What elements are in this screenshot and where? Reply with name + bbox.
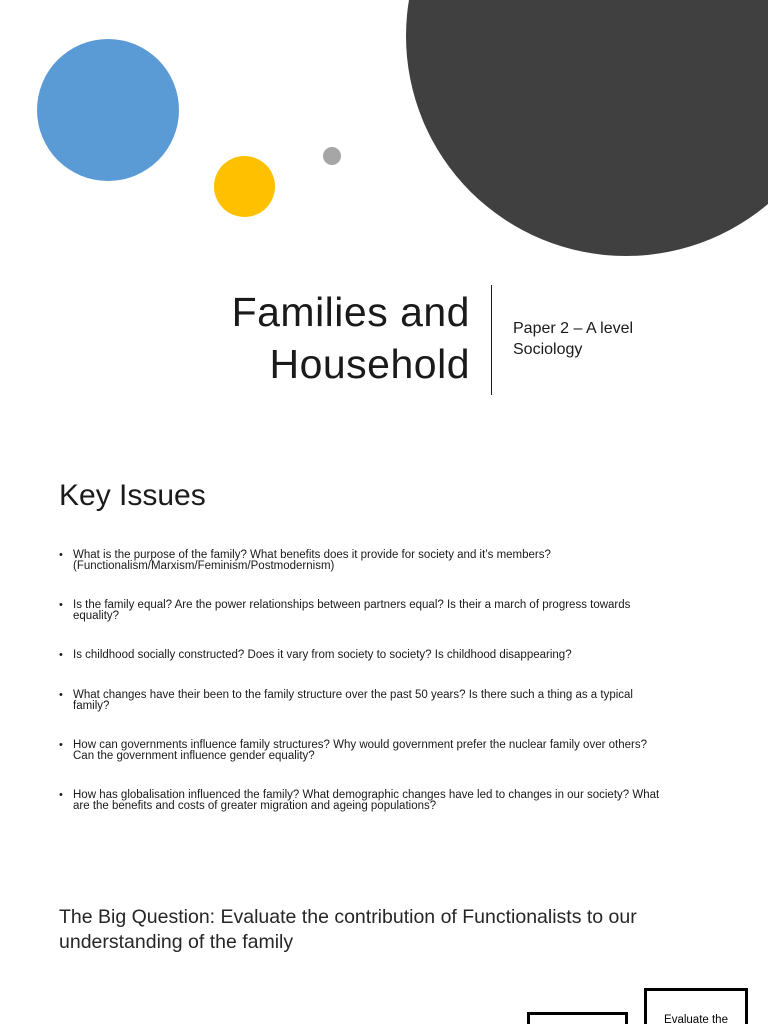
key-issues-list <box>59 550 719 840</box>
issue-line: family? <box>73 700 110 712</box>
issue-line: How has globalisation influenced the family? What demographic changes have led to changes in our society? What <box>73 789 660 801</box>
list-item <box>59 790 719 812</box>
title-slide <box>0 0 768 432</box>
key-issues-slide <box>0 432 768 864</box>
bullet-dot-icon: • <box>59 789 63 801</box>
grey-dot-decoration <box>323 147 341 165</box>
issue-line: What is the purpose of the family? What benefits does it provide for society and it’s members? <box>73 549 551 561</box>
issue-line: Is the family equal? Are the power relationships between partners equal? Is their a march of progress towards <box>73 599 631 611</box>
key-issues-heading: Key Issues <box>59 479 206 512</box>
bullet-dot-icon: • <box>59 739 63 751</box>
dark-circle-decoration <box>406 0 768 256</box>
list-item <box>59 550 719 572</box>
issue-line: equality? <box>73 610 120 622</box>
main-title <box>232 286 470 390</box>
bullet-dot-icon: • <box>59 649 63 661</box>
list-item <box>59 740 719 762</box>
big-question-text: The Big Question: Evaluate the contribution of Functionalists to our understanding of the family <box>59 906 637 953</box>
issue-line: What changes have their been to the family structure over the past 50 years? Is there such a thing as a typical <box>73 689 633 701</box>
issue-line: are the benefits and costs of greater migration and ageing populations? <box>73 800 437 812</box>
diagram-box-evaluate: Evaluate the <box>644 988 748 1024</box>
blue-circle-decoration <box>37 39 179 181</box>
issue-line: (Functionalism/Marxism/Feminism/Postmodernism) <box>73 560 335 572</box>
title-divider <box>491 285 492 395</box>
issue-line: Can the government influence gender equality? <box>73 750 315 762</box>
subtitle-line: Sociology <box>513 341 583 358</box>
subtitle-line: Paper 2 – A level <box>513 320 634 337</box>
list-item <box>59 650 719 661</box>
gold-circle-decoration <box>214 156 275 217</box>
list-item <box>59 600 719 622</box>
bullet-dot-icon: • <box>59 549 63 561</box>
issue-line: How can governments influence family structures? Why would government prefer the nuclear family over others? <box>73 739 647 751</box>
issue-line: Is childhood socially constructed? Does it vary from society to society? Is childhood disappearing? <box>73 649 572 661</box>
bullet-dot-icon: • <box>59 599 63 611</box>
main-title-line: Families and <box>231 289 470 335</box>
bullet-dot-icon: • <box>59 689 63 701</box>
subtitle <box>513 318 633 360</box>
main-title-line: Household <box>269 341 470 387</box>
list-item <box>59 690 719 712</box>
big-question-slide <box>0 864 768 1024</box>
diagram-box-empty <box>527 1012 628 1024</box>
